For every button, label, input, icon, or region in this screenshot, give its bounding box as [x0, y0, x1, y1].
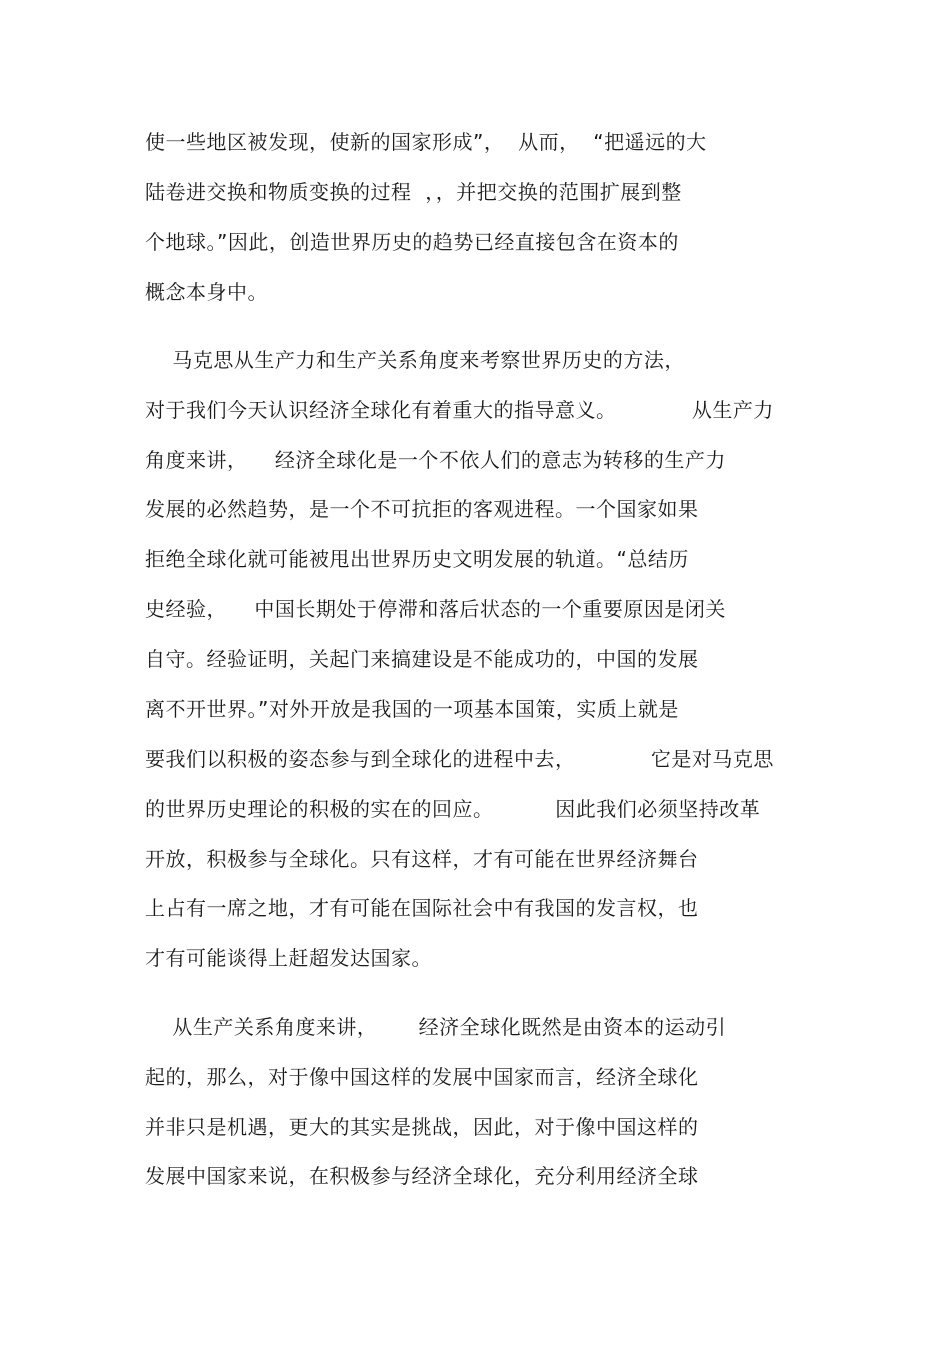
text-line: 上占有一席之地，才有可能在国际社会中有我国的发言权，也 [145, 896, 699, 920]
text-line: 的世界历史理论的积极的实在的回应。 因此我们必须坚持改革 [145, 797, 761, 821]
text-line: 史经验， 中国长期处于停滞和落后状态的一个重要原因是闭关 [145, 597, 726, 621]
text-line: 开放，积极参与全球化。只有这样，才有可能在世界经济舞台 [145, 847, 699, 871]
text-line: 发展中国家来说，在积极参与经济全球化，充分利用经济全球 [145, 1164, 699, 1188]
text-line: 马克思从生产力和生产关系角度来考察世界历史的方法， [145, 348, 685, 372]
text-line: 陆卷进交换和物质变换的过程 ，，并把交换的范围扩展到整 [145, 180, 682, 204]
text-line: 自守。经验证明，关起门来搞建设是不能成功的，中国的发展 [145, 647, 699, 671]
text-line: 概念本身中。 [145, 280, 268, 304]
text-line: 要我们以积极的姿态参与到全球化的进程中去， 它是对马克思 [145, 747, 774, 771]
text-line: 使一些地区被发现，使新的国家形成”， 从而， “把遥远的大 [145, 130, 707, 154]
text-line: 离不开世界。”对外开放是我国的一项基本国策，实质上就是 [145, 697, 679, 721]
text-line: 才有可能谈得上赶超发达国家。 [145, 946, 432, 970]
text-line: 个地球。”因此，创造世界历史的趋势已经直接包含在资本的 [145, 230, 679, 254]
text-line: 从生产关系角度来讲， 经济全球化既然是由资本的运动引 [145, 1015, 727, 1039]
text-line: 发展的必然趋势，是一个不可抗拒的客观进程。一个国家如果 [145, 497, 699, 521]
text-line: 拒绝全球化就可能被甩出世界历史文明发展的轨道。“总结历 [145, 547, 689, 571]
text-line: 对于我们今天认识经济全球化有着重大的指导意义。 从生产力 [145, 398, 774, 422]
text-line: 角度来讲， 经济全球化是一个不依人们的意志为转移的生产力 [145, 448, 726, 472]
text-line: 起的，那么，对于像中国这样的发展中国家而言，经济全球化 [145, 1065, 699, 1089]
text-line: 并非只是机遇，更大的其实是挑战，因此，对于像中国这样的 [145, 1115, 699, 1139]
